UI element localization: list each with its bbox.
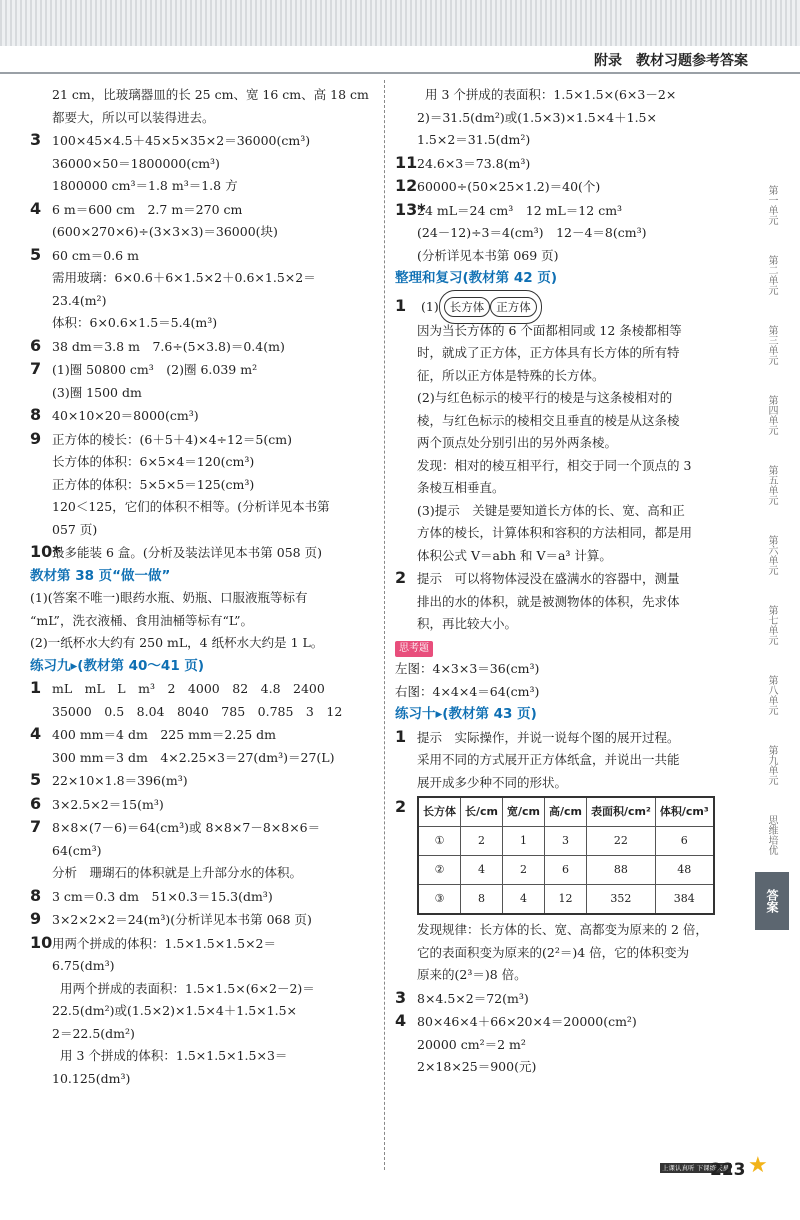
- answer-text: (3)圈 1500 dm: [52, 384, 142, 400]
- table-cell: 22: [587, 827, 656, 856]
- table-cell: 4: [461, 856, 503, 885]
- answer-text: 20000 cm²＝2 m²: [417, 1036, 526, 1052]
- answer-text: 24 mL＝24 cm³ 12 mL＝12 cm³: [417, 202, 623, 218]
- answer-text: 练习九▸(教材第 40～41 页): [30, 657, 205, 674]
- answer-text: 24.6×3＝73.8(m³): [417, 155, 531, 171]
- answer-text: (2)一纸杯水大约有 250 mL，4 纸杯水大约是 1 L。: [30, 635, 324, 650]
- answer-line: [395, 222, 750, 245]
- answer-line: [30, 1023, 380, 1046]
- answer-line: [395, 107, 750, 130]
- section-heading: [395, 703, 750, 726]
- answer-text: 正方体的体积：5×5×5＝125(cm³): [52, 476, 255, 492]
- answer-line: [395, 919, 750, 942]
- section-heading: [30, 655, 380, 678]
- answer-text: 右图：4×4×4＝64(cm³): [395, 683, 540, 699]
- answer-line: [395, 613, 750, 636]
- answer-line: [30, 198, 380, 222]
- answer-line: [30, 153, 380, 176]
- answer-text: (1)圈 50800 cm³ (2)圈 6.039 m²: [52, 362, 258, 377]
- table-header-cell: 体积/cm³: [655, 797, 713, 827]
- question-number: 1: [30, 678, 42, 697]
- answer-line: [30, 978, 380, 1001]
- answer-line: [30, 312, 380, 335]
- answer-text: 3×2.5×2＝15(m³): [52, 796, 164, 812]
- answer-line: [30, 723, 380, 747]
- answer-line: [30, 908, 380, 932]
- answer-text: 长方体的体积：6×5×4＝120(cm³): [52, 454, 255, 469]
- answer-text: 8×4.5×2＝72(m³): [417, 990, 529, 1006]
- answer-line: [30, 610, 380, 633]
- answer-text: 教材第 38 页“做一做”: [30, 567, 171, 584]
- answer-line: [395, 987, 750, 1011]
- answer-text: 057 页): [52, 521, 98, 537]
- question-number: 2: [395, 568, 407, 587]
- answer-oval: [439, 290, 542, 324]
- answer-text: (1)(答案不唯一)眼药水瓶、奶瓶、口服液瓶等标有: [30, 590, 308, 605]
- answer-text: 发现：相对的棱互相平行，相交于同一个顶点的 3: [417, 457, 692, 473]
- answer-line: [395, 567, 750, 591]
- answer-text: 3 cm＝0.3 dm 51×0.3＝15.3(dm³): [52, 888, 273, 904]
- side-tab[interactable]: 第六单元: [766, 535, 777, 575]
- question-number: 5: [30, 244, 42, 264]
- answer-line: [395, 522, 750, 545]
- question-number: 8: [30, 405, 42, 424]
- table-header-cell: 表面积/cm²: [587, 797, 656, 827]
- answer-text: 8×8×(7－6)＝64(cm³)或 8×8×7－8×8×6＝: [52, 820, 321, 835]
- question-number: 9: [30, 428, 42, 448]
- right-mid-block: [395, 320, 750, 636]
- question-number: 5: [30, 770, 42, 789]
- answer-line: [30, 862, 380, 885]
- answer-line: [30, 701, 380, 724]
- side-tab[interactable]: 第八单元: [766, 675, 777, 715]
- answer-text: 最多能装 6 盒。(分析及装法详见本书第 058 页): [52, 545, 322, 560]
- table-header-cell: 宽/cm: [503, 797, 545, 827]
- question-number: 8: [30, 885, 42, 905]
- footer-logo: 上课认真听 下课练天星: [662, 1164, 730, 1172]
- side-tab[interactable]: 第二单元: [766, 255, 777, 295]
- think-tag: 思考题: [395, 641, 433, 657]
- star-icon: ★: [748, 1153, 768, 1178]
- answer-line: [395, 681, 750, 704]
- side-tab[interactable]: 第七单元: [766, 605, 777, 645]
- answer-line: [30, 932, 380, 956]
- answer-text: 左图：4×3×3＝36(cm³): [395, 661, 540, 676]
- answer-line: [30, 769, 380, 793]
- table-cell: 3: [545, 827, 587, 856]
- answer-line: [30, 677, 380, 701]
- answer-line: [395, 387, 750, 410]
- answer-line: [395, 545, 750, 568]
- answer-text: 2＝22.5(dm²): [52, 1025, 135, 1041]
- question-number: 2: [395, 797, 407, 816]
- answer-text: 棱，与红色标示的棱相交且垂直的棱是从这条棱: [417, 412, 680, 428]
- table-cell: 384: [655, 885, 713, 915]
- answer-text: 展开成多少种不同的形状。: [417, 774, 568, 790]
- oval-option-b: 正方体: [490, 297, 537, 317]
- answer-text: 2×18×25＝900(元): [417, 1059, 537, 1074]
- answer-text: 它的表面积变为原来的(2²＝)4 倍，它的体积变为: [417, 944, 690, 960]
- question-number: 9: [30, 909, 42, 928]
- answer-line: [395, 455, 750, 478]
- answer-text: 120＜125，它们的体积不相等。(分析详见本书第: [52, 499, 330, 514]
- table-header-cell: 长方体: [418, 797, 461, 827]
- answer-text: 因为当长方体的 6 个面都相同或 12 条棱都相等: [417, 322, 682, 338]
- answer-text: 64(cm³): [52, 842, 102, 858]
- side-tab[interactable]: 第四单元: [766, 395, 777, 435]
- answer-line: [30, 290, 380, 313]
- answer-text: 需用玻璃：6×0.6＋6×1.5×2＋0.6×1.5×2＝: [52, 270, 316, 285]
- answer-text: 体积：6×0.6×1.5＝5.4(m³): [52, 315, 218, 330]
- side-tab-strip: [757, 170, 785, 870]
- table-cell: 1: [503, 827, 545, 856]
- answer-line: [395, 432, 750, 455]
- answer-text: 1800000 cm³＝1.8 m³＝1.8 方: [52, 178, 238, 193]
- answer-line: [30, 587, 380, 610]
- answer-line: [395, 320, 750, 343]
- answer-line: [30, 267, 380, 290]
- answer-text: 采用不同的方式展开正方体纸盒，并说出一共能: [417, 752, 680, 767]
- answer-text: “mL”，洗衣液桶、食用油桶等标有“L”。: [30, 612, 254, 628]
- answer-text: 22.5(dm²)或(1.5×2)×1.5×4＋1.5×1.5×: [52, 1003, 297, 1018]
- answer-text: 35000 0.5 8.04 8040 785 0.785 3 12: [52, 703, 343, 719]
- side-tab[interactable]: 第一单元: [766, 185, 777, 225]
- side-tab[interactable]: 思维培优: [766, 815, 777, 855]
- side-tab[interactable]: 第三单元: [766, 325, 777, 365]
- table-cell: 4: [503, 885, 545, 915]
- table-header-row: [418, 797, 714, 827]
- answer-line: [395, 477, 750, 500]
- answer-text: 23.4(m²): [52, 292, 107, 308]
- answer-text: 用 3 个拼成的表面积：1.5×1.5×(6×3－2×: [425, 87, 677, 102]
- answer-text: 1.5×2＝31.5(dm²): [417, 132, 531, 147]
- header-band: [0, 0, 800, 46]
- answer-line: [30, 175, 380, 198]
- answer-line: [30, 358, 380, 382]
- table-cell: 6: [545, 856, 587, 885]
- answer-text: 征，所以正方体是特殊的长方体。: [417, 367, 605, 383]
- answer-text: mL mL L m³ 2 4000 82 4.8 2400: [52, 681, 325, 696]
- answer-line: [30, 221, 380, 244]
- answer-text: 方体的棱长，计算体积和容积的方法相同，都是用: [417, 525, 693, 540]
- answer-text: 21 cm，比玻璃器皿的长 25 cm、宽 16 cm、高 18 cm: [52, 87, 369, 102]
- answer-line: [30, 404, 380, 428]
- answer-line: [395, 749, 750, 772]
- answer-line: [395, 1010, 750, 1034]
- answer-line: [395, 942, 750, 965]
- column-divider: [384, 80, 385, 1170]
- question-number: 4: [30, 724, 42, 743]
- answer-text: 40×10×20＝8000(cm³): [52, 408, 199, 423]
- answer-text: 2)＝31.5(dm²)或(1.5×3)×1.5×4＋1.5×: [417, 109, 657, 125]
- answer-line: [395, 1056, 750, 1079]
- answer-text: (600×270×6)÷(3×3×3)＝36000(块): [52, 224, 278, 239]
- section-heading: [30, 565, 380, 588]
- answer-line: [30, 335, 380, 359]
- answer-text: 用两个拼成的体积：1.5×1.5×1.5×2＝: [52, 935, 277, 951]
- answer-line: [30, 541, 380, 565]
- answer-text: 练习十▸(教材第 43 页): [395, 706, 537, 722]
- right-top-block: [395, 84, 750, 290]
- answer-text: (分析详见本书第 069 页): [417, 247, 559, 263]
- q1-prefix: (1): [420, 298, 439, 314]
- answer-text: 6 m＝600 cm 2.7 m＝270 cm: [52, 201, 243, 217]
- cuboid-table: [417, 796, 715, 915]
- answer-line: [395, 199, 750, 223]
- think-tag-line: [395, 636, 750, 659]
- answer-line: [395, 772, 750, 795]
- question-number: 11: [395, 152, 418, 172]
- answer-text: 排出的水的体积，就是被测物体的体积，先求体: [417, 593, 680, 609]
- side-tab-active[interactable]: 答案: [755, 872, 789, 930]
- answer-text: 22×10×1.8＝396(m³): [52, 773, 188, 788]
- left-column: [30, 84, 380, 1090]
- table-body: [418, 827, 714, 915]
- answer-line: [30, 428, 380, 452]
- question-number: 6: [30, 335, 42, 355]
- table-row: [418, 856, 714, 885]
- oval-option-a: 长方体: [444, 297, 491, 317]
- answer-line: [30, 474, 380, 497]
- answer-line: [30, 519, 380, 542]
- table-cell: 48: [655, 856, 713, 885]
- answer-line: [395, 245, 750, 268]
- answer-line: [395, 726, 750, 750]
- answer-text: 体积公式 V＝abh 和 V＝a³ 计算。: [417, 547, 612, 563]
- answer-text: 发现规律：长方体的长、宽、高都变为原来的 2 倍，: [417, 922, 708, 937]
- answer-text: (3)提示 关键是要知道长方体的长、宽、高和正: [417, 502, 685, 518]
- answer-text: 两个顶点处分别引出的另外两条棱。: [417, 435, 618, 450]
- answer-line: [30, 793, 380, 817]
- answer-line: [30, 496, 380, 519]
- answer-text: 300 mm＝3 dm 4×2.25×3＝27(dm³)＝27(L): [52, 749, 335, 765]
- answer-line: [395, 658, 750, 681]
- answer-text: 38 dm＝3.8 m 7.6÷(5×3.8)＝0.4(m): [52, 338, 285, 354]
- answer-line: [30, 840, 380, 863]
- answer-line: [395, 129, 750, 152]
- answer-line: [30, 129, 380, 153]
- answer-text: 36000×50＝1800000(cm³): [52, 155, 220, 171]
- answer-text: 10.125(dm³): [52, 1070, 131, 1086]
- question-number: 7: [30, 359, 42, 378]
- answer-line: [30, 1045, 380, 1068]
- right-column: [395, 84, 750, 1079]
- review-q1-line: [395, 290, 750, 320]
- page-header-title: 附录 教材习题参考答案: [594, 53, 748, 69]
- answer-line: [395, 410, 750, 433]
- table-cell: 6: [655, 827, 713, 856]
- table-cell: ③: [418, 885, 461, 915]
- answer-line: [395, 591, 750, 614]
- answer-text: 原来的(2³＝)8 倍。: [417, 967, 527, 982]
- answer-text: 都要大，所以可以装得进去。: [52, 109, 215, 125]
- question-number: 4: [395, 1011, 407, 1030]
- side-tab[interactable]: 第五单元: [766, 465, 777, 505]
- answer-text: 正方体的棱长：(6＋5＋4)×4÷12＝5(cm): [52, 431, 292, 447]
- answer-line: [395, 964, 750, 987]
- table-row: [418, 827, 714, 856]
- table-cell: 2: [461, 827, 503, 856]
- answer-text: 80×46×4＋66×20×4＝20000(cm²): [417, 1014, 637, 1029]
- answer-line: [30, 1000, 380, 1023]
- section-heading: [395, 267, 750, 290]
- answer-text: 积，再比较大小。: [417, 616, 518, 631]
- answer-text: (24－12)÷3＝4(cm³) 12－4＝8(cm³): [417, 225, 647, 240]
- right-bottom-block: [395, 658, 750, 794]
- answer-line: [30, 244, 380, 268]
- answer-text: 60000÷(50×25×1.2)＝40(个): [417, 179, 601, 194]
- answer-text: 60 cm＝0.6 m: [52, 247, 139, 263]
- answer-text: 条棱互相垂直。: [417, 480, 505, 495]
- table-cell: ①: [418, 827, 461, 856]
- answer-line: [30, 885, 380, 909]
- question-number: 3: [395, 987, 407, 1007]
- answer-line: [30, 955, 380, 978]
- answer-text: 3×2×2×2＝24(m³)(分析详见本书第 068 页): [52, 912, 312, 927]
- table-header-cell: 高/cm: [545, 797, 587, 827]
- answer-line: [395, 1034, 750, 1057]
- answer-text: 提示 实际操作，并说一说每个图的展开过程。: [417, 729, 680, 745]
- table-cell: 12: [545, 885, 587, 915]
- answer-text: (2)与红色标示的棱平行的棱是与这条棱相对的: [417, 390, 673, 405]
- table-cell: 2: [503, 856, 545, 885]
- answer-text: 整理和复习(教材第 42 页): [395, 270, 558, 286]
- answer-text: 用两个拼成的表面积：1.5×1.5×(6×2－2)＝: [60, 980, 315, 996]
- question-number: 12: [395, 176, 418, 195]
- table-cell: ②: [418, 856, 461, 885]
- answer-line: [30, 632, 380, 655]
- question-number: 4: [30, 198, 42, 218]
- table-cell: 88: [587, 856, 656, 885]
- answer-text: 用 3 个拼成的体积：1.5×1.5×1.5×3＝: [60, 1048, 288, 1063]
- question-number: 10: [30, 932, 53, 952]
- question-number: 1: [395, 726, 407, 746]
- answer-line: [30, 382, 380, 405]
- answer-text: 400 mm＝4 dm 225 mm＝2.25 dm: [52, 727, 277, 742]
- answer-line: [30, 1068, 380, 1091]
- answer-line: [395, 342, 750, 365]
- answer-line: [395, 500, 750, 523]
- question-number: 13*: [395, 199, 426, 219]
- table-cell: 352: [587, 885, 656, 915]
- side-tab[interactable]: 第九单元: [766, 745, 777, 785]
- answer-text: 6.75(dm³): [52, 958, 115, 973]
- question-number: 3: [30, 130, 42, 149]
- answer-line: [30, 84, 380, 107]
- answer-text: 提示 可以将物体浸没在盛满水的容器中，测量: [417, 571, 680, 586]
- right-end-block: [395, 919, 750, 1079]
- question-number: 6: [30, 793, 42, 813]
- page-number: 223: [710, 1160, 746, 1180]
- table-block: [395, 796, 750, 915]
- answer-line: [395, 152, 750, 176]
- table-header-cell: 长/cm: [461, 797, 503, 827]
- answer-line: [395, 175, 750, 199]
- answer-text: 分析 珊瑚石的体积就是上升部分水的体积。: [52, 865, 303, 880]
- answer-text: 时，就成了正方体，正方体具有长方体的所有特: [417, 345, 680, 360]
- answer-line: [30, 747, 380, 770]
- table-cell: 8: [461, 885, 503, 915]
- table-row: [418, 885, 714, 915]
- answer-line: [395, 84, 750, 107]
- answer-line: [30, 107, 380, 130]
- question-number: 10*: [30, 542, 61, 561]
- answer-line: [395, 365, 750, 388]
- answer-line: [30, 816, 380, 840]
- question-number: 7: [30, 817, 42, 836]
- question-number: 1: [395, 295, 407, 315]
- answer-line: [30, 451, 380, 474]
- answer-text: 100×45×4.5＋45×5×35×2＝36000(cm³): [52, 133, 311, 148]
